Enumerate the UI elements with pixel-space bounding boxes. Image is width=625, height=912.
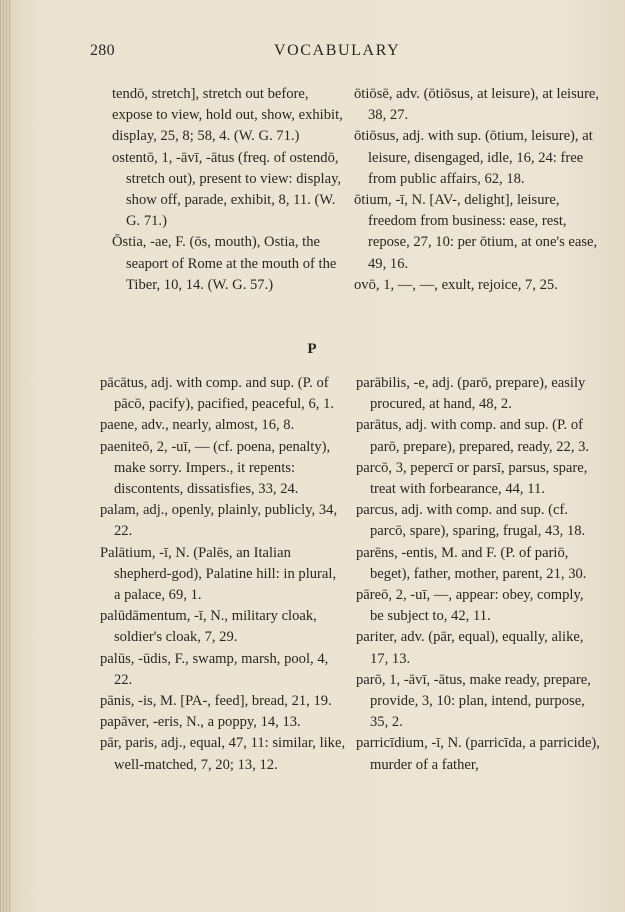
entry-otiosus: ōtiōsus, adj. with sup. (ōtium, leisure), at leisure, disengaged, idle, 16, 24: free from public affairs, 62, 18. bbox=[354, 128, 593, 187]
running-title: VOCABULARY bbox=[274, 42, 401, 59]
entry-otium: ōtium, -ī, N. [AV-, delight], leisure, freedom from business: ease, rest, repose, 27, 10: per ōtium, at one's ease, 49, 16. bbox=[354, 192, 598, 272]
entry-otiose: ōtiōsē, adv. (ōtiōsus, at leisure), at leisure, 38, 27. bbox=[354, 86, 600, 124]
entry-paludamentum: palūdāmentum, -ī, N., military cloak, soldier's cloak, 7, 29. bbox=[100, 608, 317, 646]
column-top-left bbox=[112, 84, 344, 296]
entry-par: pār, paris, adj., equal, 47, 11: similar, like, well-matched, 7, 20; 13, 12. bbox=[100, 735, 346, 773]
entry-ovo: ovō, 1, —, —, exult, rejoice, 7, 25. bbox=[354, 276, 558, 293]
column-top-right bbox=[354, 84, 600, 296]
page-edge bbox=[0, 0, 10, 912]
entry-paro: parō, 1, -āvī, -ātus, make ready, prepare, provide, 3, 10: plan, intend, purpose, 35, 2. bbox=[356, 671, 591, 731]
entry-parcus: parcus, adj. with comp. and sup. (cf. parcō, spare), sparing, frugal, 43, 18. bbox=[356, 502, 586, 540]
entry-pacatus: pācātus, adj. with comp. and sup. (P. of pācō, pacify), pacified, peaceful, 6, 1. bbox=[100, 375, 335, 413]
entry-paratus: parātus, adj. with comp. and sup. (P. of parō, prepare), prepared, ready, 22, 3. bbox=[356, 417, 590, 455]
entry-papaver: papāver, -eris, N., a poppy, 14, 13. bbox=[100, 714, 301, 731]
entry-palatium: Palātium, -ī, N. (Palēs, an Italian shepherd-god), Palatine hill: in plural, a palace, 69, 1. bbox=[100, 544, 337, 604]
entry-parens: parēns, -entis, M. and F. (P. of pariō, beget), father, mother, parent, 21, 30. bbox=[356, 544, 587, 582]
entry-parricidium: parricīdium, -ī, N. (parricīda, a parricide), murder of a father, bbox=[356, 735, 600, 773]
entry-parco: parcō, 3, pepercī or parsī, parsus, spare, treat with forbearance, 44, 11. bbox=[356, 459, 588, 498]
column-bottom-right bbox=[356, 373, 600, 776]
entry-pariter: pariter, adv. (pār, equal), equally, alike, 17, 13. bbox=[356, 629, 584, 667]
entry-tendo: tendō, stretch], stretch out before, expose to view, hold out, show, exhibit, display, 25, 8; 58, 4. (W. G. 71.) bbox=[112, 86, 343, 145]
entry-parabilis: parābilis, -e, adj. (parō, prepare), easily procured, at hand, 48, 2. bbox=[356, 375, 586, 413]
entry-ostia: Ōstia, -ae, F. (ōs, mouth), Ostia, the seaport of Rome at the mouth of the Tiber, 10, 14. (W. G. 57.) bbox=[112, 234, 337, 293]
entry-paeniteo: paeniteō, 2, -uī, — (cf. poena, penalty), make sorry. Impers., it repents: discontents, dissatisfies, 33, 24. bbox=[100, 438, 331, 498]
entry-palam: palam, adj., openly, plainly, publicly, 34, 22. bbox=[100, 502, 338, 540]
column-bottom-left bbox=[100, 373, 346, 776]
entry-paene: paene, adv., nearly, almost, 16, 8. bbox=[100, 417, 295, 434]
entry-palus: palūs, -ūdis, F., swamp, marsh, pool, 4, 22. bbox=[100, 650, 329, 688]
page-number: 280 bbox=[90, 42, 115, 59]
entry-ostento: ostentō, 1, -āvī, -ātus (freq. of ostendō, stretch out), present to view: display, show off, parade, exhibit, 8, 11. (W. G. 71.) bbox=[112, 149, 342, 230]
page-header bbox=[0, 42, 625, 66]
entry-panis: pānis, -is, M. [PA-, feed], bread, 21, 19. bbox=[100, 693, 332, 710]
entry-pareo: pāreō, 2, -uī, —, appear: obey, comply, be subject to, 42, 11. bbox=[356, 587, 584, 625]
section-letter: P bbox=[307, 341, 318, 357]
